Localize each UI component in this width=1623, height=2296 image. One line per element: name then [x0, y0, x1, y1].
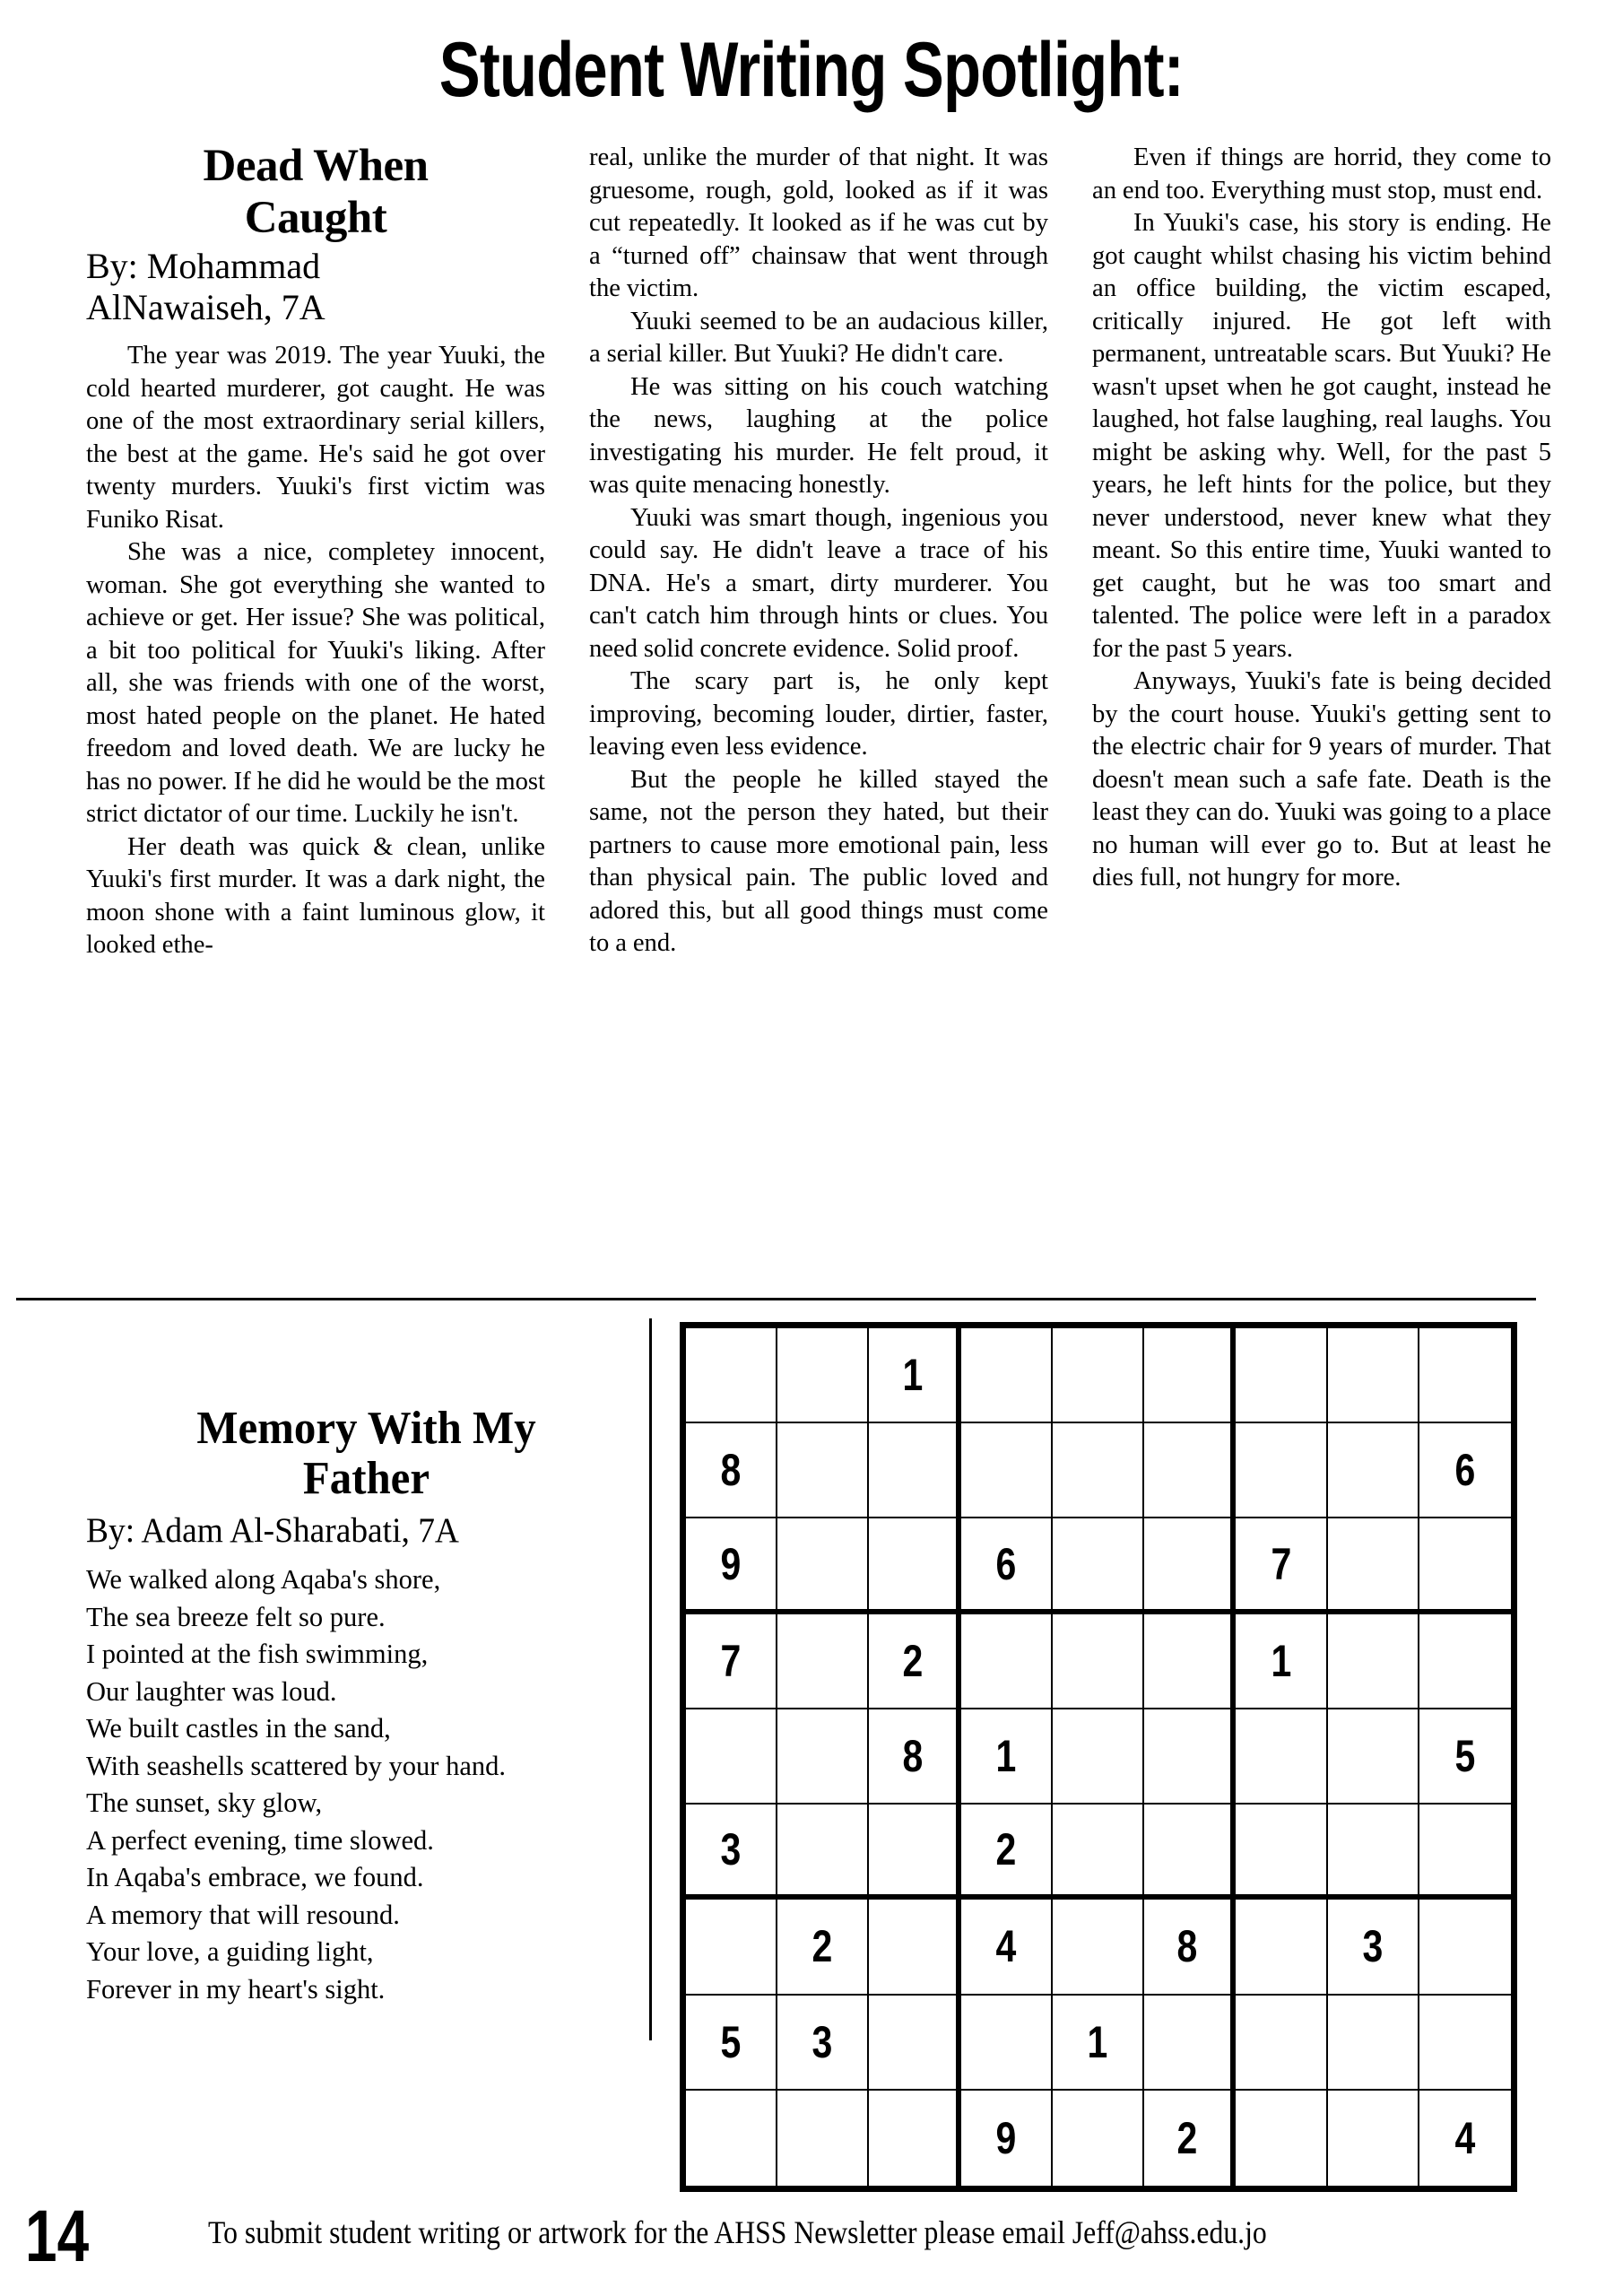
masthead: [0, 27, 1623, 113]
paragraph: Her death was quick & clean, unlike Yuuki's first murder. It was a dark night, the moon shone with a faint luminous glow, it looked ethe-: [86, 832, 545, 960]
poem-line: A perfect evening, time slowed.: [86, 1824, 434, 1856]
poem-byline: By: Adam Al-Sharabati, 7A: [86, 1511, 459, 1551]
page-title: Student Writing Spotlight:: [438, 27, 1185, 113]
sudoku-cell-r5-c3[interactable]: [869, 1709, 960, 1805]
sudoku-cell-value: 9: [995, 2112, 1017, 2163]
sudoku-cell-r9-c2[interactable]: [777, 2091, 869, 2186]
sudoku-cell-value: 2: [995, 1824, 1017, 1875]
poem-title-line-2: Father: [302, 1452, 430, 1504]
sudoku-cell-r4-c1[interactable]: [686, 1614, 777, 1709]
sudoku-cell-r5-c1[interactable]: [686, 1709, 777, 1805]
poem-line: I pointed at the fish swimming,: [86, 1639, 429, 1670]
sudoku-cell-value: 5: [720, 2016, 742, 2067]
sudoku-cell-r8-c7[interactable]: [1236, 1996, 1327, 2091]
sudoku-cell-value: 1: [1271, 1635, 1291, 1686]
sudoku-cell-r1-c1[interactable]: [686, 1328, 777, 1423]
poem-line: Our laughter was loud.: [86, 1675, 337, 1707]
sudoku-cell-r9-c6[interactable]: [1144, 2091, 1236, 2186]
sudoku-cell-r4-c4[interactable]: [961, 1614, 1053, 1709]
sudoku-cell-r7-c5[interactable]: [1053, 1900, 1144, 1995]
page-number: 14: [25, 2196, 90, 2277]
poem-block: [86, 1404, 647, 2008]
sudoku-cell-r3-c1[interactable]: [686, 1518, 777, 1613]
poem-line: In Aqaba's embrace, we found.: [86, 1862, 424, 1893]
sudoku-cell-r3-c8[interactable]: [1328, 1518, 1419, 1613]
sudoku-cell-r4-c6[interactable]: [1144, 1614, 1236, 1709]
sudoku-cell-r2-c8[interactable]: [1328, 1423, 1419, 1518]
sudoku-cell-r1-c4[interactable]: [961, 1328, 1053, 1423]
sudoku-cell-r2-c5[interactable]: [1053, 1423, 1144, 1518]
sudoku-cell-r1-c7[interactable]: [1236, 1328, 1327, 1423]
story-title-line-1: Dead When: [203, 141, 429, 191]
sudoku-cell-value: 8: [720, 1445, 742, 1496]
sudoku-cell-r5-c8[interactable]: [1328, 1709, 1419, 1805]
sudoku-cell-r9-c7[interactable]: [1236, 2091, 1327, 2186]
sudoku-cell-r9-c8[interactable]: [1328, 2091, 1419, 2186]
poem-line: With seashells scattered by your hand.: [86, 1750, 506, 1781]
sudoku-cell-r9-c1[interactable]: [686, 2091, 777, 2186]
sudoku-cell-r5-c7[interactable]: [1236, 1709, 1327, 1805]
sudoku-cell-r1-c8[interactable]: [1328, 1328, 1419, 1423]
sudoku-cell-r5-c6[interactable]: [1144, 1709, 1236, 1805]
sudoku-cell-value: 3: [812, 2016, 833, 2067]
sudoku-cell-r6-c9[interactable]: [1419, 1805, 1511, 1900]
sudoku-cell-r4-c9[interactable]: [1419, 1614, 1511, 1709]
sudoku-cell-r2-c6[interactable]: [1144, 1423, 1236, 1518]
sudoku-cell-r3-c7[interactable]: [1236, 1518, 1327, 1613]
sudoku-cell-r2-c9[interactable]: [1419, 1423, 1511, 1518]
sudoku-cell-r8-c6[interactable]: [1144, 1996, 1236, 2091]
article-column-1: [86, 142, 545, 1290]
article-body-2: [589, 142, 1048, 961]
sudoku-cell-r1-c6[interactable]: [1144, 1328, 1236, 1423]
poem-line: The sea breeze felt so pure.: [86, 1601, 386, 1632]
sudoku-cell-value: 9: [720, 1538, 742, 1589]
sudoku-cell-r5-c9[interactable]: [1419, 1709, 1511, 1805]
sudoku-cell-r9-c4[interactable]: [961, 2091, 1053, 2186]
article-body-1: [86, 340, 545, 962]
sudoku-cell-r2-c7[interactable]: [1236, 1423, 1327, 1518]
sudoku-cell-r5-c2[interactable]: [777, 1709, 869, 1805]
poem-line: Your love, a guiding light,: [86, 1936, 374, 1968]
sudoku-cell-r6-c3[interactable]: [869, 1805, 960, 1900]
sudoku-cell-r4-c8[interactable]: [1328, 1614, 1419, 1709]
sudoku-cell-value: 6: [995, 1538, 1017, 1589]
sudoku-cell-value: 1: [995, 1730, 1017, 1781]
sudoku-cell-r9-c9[interactable]: [1419, 2091, 1511, 2186]
article-body-3: [1092, 142, 1551, 895]
paragraph: She was a nice, completey innocent, woman. She got everything she wanted to achieve or get. Her issue? She was political, a bit too political for Yuuki's liking. After all, she was friends with one of the worst, most hated people on the planet. He hated freedom and loved death. We are lucky he has no power. If he did he would be the most strict dictator of our time. Luckily he isn't.: [86, 538, 545, 829]
paragraph: The year was 2019. The year Yuuki, the cold hearted murderer, got caught. He was one of the most extraordinary serial killers, the best at the game. He's said he got over twenty murders. Yuuki's first victim was Funiko Risat.: [86, 342, 545, 534]
sudoku-cell-r6-c6[interactable]: [1144, 1805, 1236, 1900]
paragraph: real, unlike the murder of that night. It was gruesome, rough, gold, looked as if it was cut repeatedly. It looked as if he was cut by a “turned off” chainsaw that went through the victim.: [589, 144, 1048, 302]
sudoku-cell-r8-c4[interactable]: [961, 1996, 1053, 2091]
sudoku-cell-r6-c7[interactable]: [1236, 1805, 1327, 1900]
sudoku-cell-value: 2: [812, 1921, 833, 1972]
sudoku-cell-value: 3: [1362, 1921, 1384, 1972]
sudoku-cell-value: 4: [1454, 2112, 1476, 2163]
sudoku-cell-r6-c4[interactable]: [961, 1805, 1053, 1900]
sudoku-cell-r7-c8[interactable]: [1328, 1900, 1419, 1995]
paragraph: Yuuki was smart though, ingenious you could say. He didn't leave a trace of his DNA. He's a smart, dirty murderer. You can't catch him through hints or clues. You need solid concrete evidence. Solid proof.: [589, 503, 1048, 663]
sudoku-cell-r3-c2[interactable]: [777, 1518, 869, 1613]
sudoku-cell-value: 5: [1454, 1730, 1476, 1781]
sudoku-cell-r3-c6[interactable]: [1144, 1518, 1236, 1613]
sudoku-cell-r4-c3[interactable]: [869, 1614, 960, 1709]
sudoku-cell-value: 6: [1454, 1445, 1476, 1496]
sudoku-grid[interactable]: [680, 1322, 1517, 2192]
sudoku-cell-r1-c3[interactable]: [869, 1328, 960, 1423]
sudoku-cell-r4-c7[interactable]: [1236, 1614, 1327, 1709]
sudoku-cell-r6-c2[interactable]: [777, 1805, 869, 1900]
story-byline-line-1: By: Mohammad: [86, 246, 321, 287]
sudoku-cell-r8-c3[interactable]: [869, 1996, 960, 2091]
sudoku-cell-r8-c2[interactable]: [777, 1996, 869, 2091]
article-column-2: [589, 142, 1048, 1290]
poem-title-line-1: Memory With My: [196, 1403, 536, 1454]
sudoku-cell-value: 8: [1176, 1921, 1198, 1972]
sudoku-cell-r7-c3[interactable]: [869, 1900, 960, 1995]
sudoku-cell-r2-c4[interactable]: [961, 1423, 1053, 1518]
sudoku-cell-r3-c4[interactable]: [961, 1518, 1053, 1613]
paragraph: Anyways, Yuuki's fate is being decided by the court house. Yuuki's getting sent to the electric chair for 9 years of murder. That doesn't mean such a safe fate. Death is the least they can do. Yuuki was going to a place no human will ever go to. But at least he dies full, not hungry for more.: [1092, 667, 1551, 891]
sudoku-cell-r2-c2[interactable]: [777, 1423, 869, 1518]
sudoku-cell-value: 1: [902, 1350, 923, 1401]
paragraph: In Yuuki's case, his story is ending. He got caught whilst chasing his victim behind an office building, the victim escaped, critically injured. He got left with permanent, untreatable scars. But Yuuki? He wasn't upset when he got caught, instead he laughed, hot false laughing, real laughs. You might be asking why. Well, for the past 5 years, he left hints for the police, but they never understood, never knew what they meant. So this entire time, Yuuki wanted to get caught, but he was too smart and talented. The police were left in a paradox for the past 5 years.: [1092, 209, 1551, 663]
paragraph: The scary part is, he only kept improving, becoming louder, dirtier, faster, leaving even less evidence.: [589, 667, 1048, 761]
sudoku-cell-r9-c5[interactable]: [1053, 2091, 1144, 2186]
poem-line: Forever in my heart's sight.: [86, 1973, 386, 2005]
poem-line: The sunset, sky glow,: [86, 1787, 323, 1819]
sudoku-cell-r5-c4[interactable]: [961, 1709, 1053, 1805]
poem-line: We walked along Aqaba's shore,: [86, 1564, 441, 1596]
sudoku-cell-r8-c8[interactable]: [1328, 1996, 1419, 2091]
sudoku-cell-r4-c5[interactable]: [1053, 1614, 1144, 1709]
footer-note: To submit student writing or artwork for the AHSS Newsletter please email Jeff@ahss.edu.jo: [208, 2214, 1267, 2250]
sudoku-cell-r2-c3[interactable]: [869, 1423, 960, 1518]
sudoku-cell-r8-c9[interactable]: [1419, 1996, 1511, 2091]
sudoku-cell-r1-c9[interactable]: [1419, 1328, 1511, 1423]
sudoku-cell-r7-c6[interactable]: [1144, 1900, 1236, 1995]
sudoku-cell-value: 8: [902, 1730, 923, 1781]
sudoku-cell-value: 2: [1176, 2112, 1198, 2163]
vertical-divider: [649, 1318, 652, 2040]
sudoku-cell-r6-c5[interactable]: [1053, 1805, 1144, 1900]
sudoku-cell-r7-c7[interactable]: [1236, 1900, 1327, 1995]
sudoku-cell-r7-c4[interactable]: [961, 1900, 1053, 1995]
sudoku-cell-r8-c1[interactable]: [686, 1996, 777, 2091]
sudoku-cell-value: 7: [1271, 1538, 1291, 1589]
sudoku-cell-r6-c8[interactable]: [1328, 1805, 1419, 1900]
sudoku-cell-r3-c9[interactable]: [1419, 1518, 1511, 1613]
sudoku-cell-value: 1: [1087, 2016, 1108, 2067]
poem-line: We built castles in the sand,: [86, 1713, 391, 1744]
sudoku-cell-value: 4: [995, 1921, 1017, 1972]
paragraph: Yuuki seemed to be an audacious killer, a serial killer. But Yuuki? He didn't care.: [589, 307, 1048, 368]
story-byline-line-2: AlNawaiseh, 7A: [86, 286, 325, 327]
sudoku-cell-r9-c3[interactable]: [869, 2091, 960, 2186]
article-column-3: [1092, 142, 1551, 1290]
sudoku-cell-r7-c9[interactable]: [1419, 1900, 1511, 1995]
sudoku-cell-r3-c5[interactable]: [1053, 1518, 1144, 1613]
sudoku-cell-r4-c2[interactable]: [777, 1614, 869, 1709]
page-footer: [0, 2196, 1623, 2292]
sudoku-cell-r5-c5[interactable]: [1053, 1709, 1144, 1805]
sudoku-cell-r7-c1[interactable]: [686, 1900, 777, 1995]
sudoku-cell-r3-c3[interactable]: [869, 1518, 960, 1613]
sudoku-cell-value: 3: [720, 1824, 742, 1875]
sudoku-cell-r6-c1[interactable]: [686, 1805, 777, 1900]
sudoku-cell-r7-c2[interactable]: [777, 1900, 869, 1995]
paragraph: He was sitting on his couch watching the news, laughing at the police investigating his murder. He felt proud, it was quite menacing honestly.: [589, 372, 1048, 499]
paragraph: Even if things are horrid, they come to an end too. Everything must stop, must end.: [1092, 144, 1551, 204]
sudoku-cell-r8-c5[interactable]: [1053, 1996, 1144, 2091]
paragraph: But the people he killed stayed the same, not the person they hated, but their partners to cause more emotional pain, less than physical pain. The public loved and adored this, but all good things must come to a end.: [589, 765, 1048, 957]
poem-line: A memory that will resound.: [86, 1899, 400, 1930]
story-title-line-2: Caught: [244, 193, 387, 244]
sudoku-cell-r1-c5[interactable]: [1053, 1328, 1144, 1423]
sudoku-cell-value: 2: [902, 1635, 923, 1686]
sudoku-cell-r1-c2[interactable]: [777, 1328, 869, 1423]
sudoku-cell-r2-c1[interactable]: [686, 1423, 777, 1518]
poem-lines: [86, 1561, 647, 2008]
section-divider: [16, 1298, 1536, 1300]
article-columns: [86, 142, 1551, 1290]
sudoku-cell-value: 7: [720, 1635, 742, 1686]
